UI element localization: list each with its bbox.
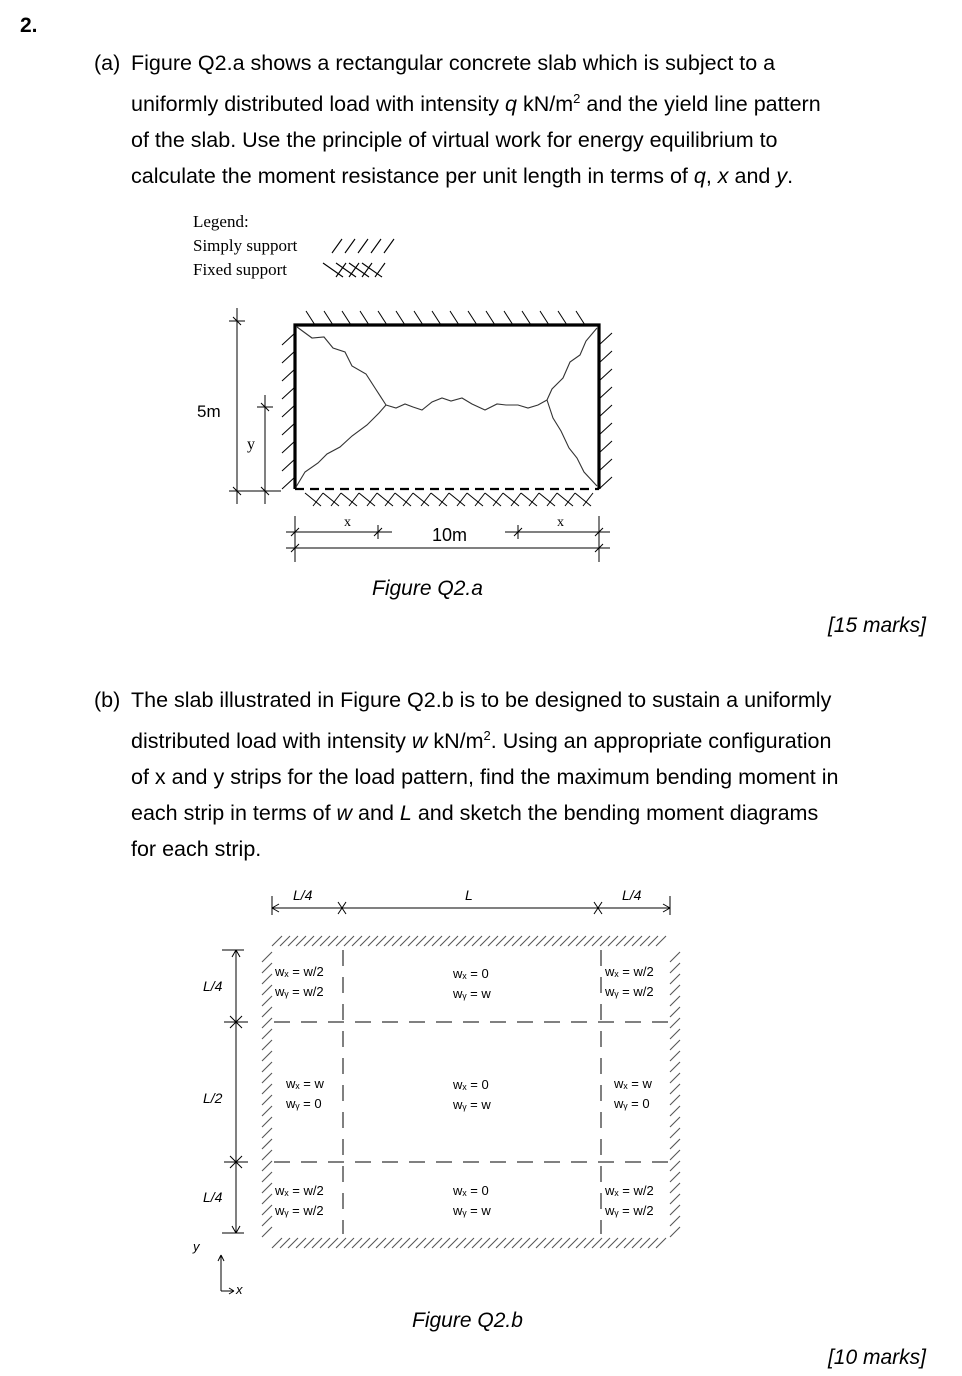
dim-b-left [222, 950, 248, 1233]
figure-b-caption: Figure Q2.b [412, 1309, 523, 1332]
cell-top-center: wₓ = 0 wᵧ = w [453, 966, 491, 1001]
axis-y-label: y [193, 1239, 200, 1254]
dim-a-5m: 5m [197, 402, 221, 421]
dim-b-left-top: L/4 [203, 978, 223, 994]
dim-a-x-right: x [557, 515, 564, 530]
dim-b-top-mid: L [465, 887, 473, 903]
figure-a-caption: Figure Q2.a [372, 577, 483, 600]
slab-b-right-support [670, 952, 680, 1237]
dim-a-x-left: x [344, 515, 351, 530]
dim-b-top-left: L/4 [293, 887, 313, 903]
legend-fixed-support: Fixed support [193, 260, 287, 279]
cell-bottom-left: wₓ = w/2 wᵧ = w/2 [275, 1183, 324, 1218]
axes-icon [218, 1255, 234, 1294]
dim-b-top-right: L/4 [622, 887, 642, 903]
part-b-marks: [10 marks] [827, 1346, 926, 1369]
part-a-label: (a) [94, 51, 121, 75]
question-number: 2. [20, 14, 38, 37]
dim-b-left-mid: L/2 [203, 1090, 223, 1106]
cell-top-right: wₓ = w/2 wᵧ = w/2 [605, 964, 654, 999]
legend-title: Legend: [193, 212, 249, 231]
cell-bottom-center: wₓ = 0 wᵧ = w [453, 1183, 491, 1218]
cell-mid-center: wₓ = 0 wᵧ = w [453, 1077, 491, 1112]
dim-a-10m: 10m [432, 525, 468, 545]
cell-mid-left: wₓ = w wᵧ = 0 [286, 1076, 324, 1111]
part-b-text: (b) The slab illustrated in Figure Q2.b is to be designed to sustain a uniformly distributed load with intensity w $kN/m^2$. Using an appropriate configuration of x and y strips for the load pattern, find the maximum bending moment in each strip in terms of w and L and sketch the bending moment diagrams for each strip. [94, 682, 929, 867]
axis-x-label: x [236, 1282, 243, 1297]
slab-b-top-support [272, 936, 666, 946]
slab-b-left-support [262, 952, 272, 1237]
cell-mid-right: wₓ = w wᵧ = 0 [614, 1076, 652, 1111]
legend-simple-support: Simply support [193, 236, 298, 255]
part-b-label: (b) [94, 688, 121, 712]
dim-a-y: y [247, 436, 255, 453]
dim-b-left-bot: L/4 [203, 1189, 223, 1205]
cell-bottom-right: wₓ = w/2 wᵧ = w/2 [605, 1183, 654, 1218]
part-a-marks: [15 marks] [827, 614, 926, 637]
part-a-text: (a) Figure Q2.a shows a rectangular concrete slab which is subject to a uniformly distributed load with intensity q $kN/m^2$ and the yield line pattern of the slab. Use the principle of virtual work for energy equilibrium to calculate the moment resistance per unit length in terms of q, x and y. [94, 45, 929, 194]
cell-top-left: wₓ = w/2 wᵧ = w/2 [275, 964, 324, 999]
slab-b-bottom-support [272, 1238, 666, 1248]
